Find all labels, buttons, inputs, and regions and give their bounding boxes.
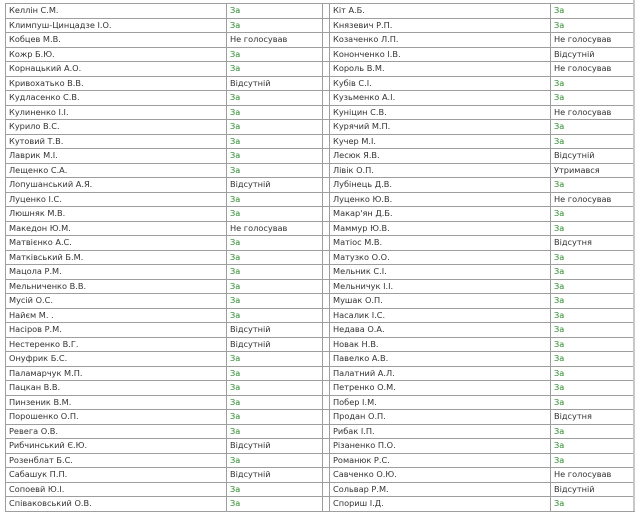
vote-result-left: Не голосував <box>227 221 323 236</box>
vote-result-right: Не голосував <box>551 192 635 207</box>
vote-result-right: За <box>551 337 635 352</box>
vote-result-left: За <box>227 308 323 323</box>
vote-result-left: Відсутній <box>227 439 323 454</box>
deputy-name-left: Матківський Б.М. <box>6 250 227 265</box>
vote-result-left: За <box>227 410 323 425</box>
deputy-name-right: Павелко А.В. <box>330 352 551 367</box>
column-gap <box>323 149 330 164</box>
vote-result-right: За <box>551 76 635 91</box>
table-row <box>6 207 635 222</box>
deputy-name-left: Луценко І.С. <box>6 192 227 207</box>
vote-result-left: За <box>227 149 323 164</box>
deputy-name-right: Рибак І.П. <box>330 424 551 439</box>
table-row <box>6 337 635 352</box>
column-gap <box>323 265 330 280</box>
table-row <box>6 482 635 497</box>
vote-result-right: Відсутній <box>551 149 635 164</box>
vote-result-left: За <box>227 62 323 77</box>
deputy-name-right: Романюк Р.С. <box>330 453 551 468</box>
vote-result-right: Не голосував <box>551 468 635 483</box>
vote-result-left: За <box>227 91 323 106</box>
vote-result-right: За <box>551 294 635 309</box>
deputy-name-left: Кожр Б.Ю. <box>6 47 227 62</box>
deputy-name-right: Курячий М.П. <box>330 120 551 135</box>
column-gap <box>323 395 330 410</box>
deputy-name-right: Палатний А.Л. <box>330 366 551 381</box>
vote-result-right: За <box>551 381 635 396</box>
vote-result-right: Не голосував <box>551 105 635 120</box>
deputy-name-right: Макар'ян Д.Б. <box>330 207 551 222</box>
table-row <box>6 497 635 512</box>
column-gap <box>323 352 330 367</box>
vote-result-left: За <box>227 381 323 396</box>
table-row <box>6 33 635 48</box>
deputy-name-left: Кутовий Т.В. <box>6 134 227 149</box>
deputy-name-right: Побер І.М. <box>330 395 551 410</box>
deputy-name-left: Курило В.С. <box>6 120 227 135</box>
vote-result-left: Відсутній <box>227 337 323 352</box>
deputy-name-left: Мацола Р.М. <box>6 265 227 280</box>
deputy-name-right: Князевич Р.П. <box>330 18 551 33</box>
deputy-name-right: Кіт А.Б. <box>330 4 551 19</box>
vote-result-left: За <box>227 207 323 222</box>
deputy-name-left: Ревега О.В. <box>6 424 227 439</box>
vote-result-right: За <box>551 178 635 193</box>
deputy-name-left: Македон Ю.М. <box>6 221 227 236</box>
column-gap <box>323 294 330 309</box>
column-gap <box>323 497 330 512</box>
deputy-name-right: Кононченко І.В. <box>330 47 551 62</box>
column-gap <box>323 120 330 135</box>
vote-result-right: Відсутня <box>551 236 635 251</box>
table-row <box>6 76 635 91</box>
column-gap <box>323 134 330 149</box>
deputy-name-left: Климпуш-Цинцадзе І.О. <box>6 18 227 33</box>
column-gap <box>323 18 330 33</box>
column-gap <box>323 323 330 338</box>
vote-result-right: За <box>551 439 635 454</box>
vote-result-right: Утримався <box>551 163 635 178</box>
deputy-name-left: Паламарчук М.П. <box>6 366 227 381</box>
deputy-name-left: Кобцев М.В. <box>6 33 227 48</box>
table-row <box>6 149 635 164</box>
deputy-name-right: Матіос М.В. <box>330 236 551 251</box>
column-gap <box>323 105 330 120</box>
deputy-name-right: Король В.М. <box>330 62 551 77</box>
table-row <box>6 47 635 62</box>
vote-result-right: За <box>551 308 635 323</box>
table-row <box>6 62 635 77</box>
deputy-name-right: Недава О.А. <box>330 323 551 338</box>
vote-result-right: Не голосував <box>551 62 635 77</box>
deputy-name-left: Лещенко С.А. <box>6 163 227 178</box>
vote-result-right: За <box>551 250 635 265</box>
deputy-name-left: Кривохатько В.В. <box>6 76 227 91</box>
deputy-name-right: Мельник С.І. <box>330 265 551 280</box>
table-row <box>6 105 635 120</box>
deputy-name-left: Мусій О.С. <box>6 294 227 309</box>
vote-result-left: За <box>227 250 323 265</box>
column-gap <box>323 410 330 425</box>
table-row <box>6 91 635 106</box>
vote-result-left: Відсутній <box>227 76 323 91</box>
deputy-name-right: Лесюк Я.В. <box>330 149 551 164</box>
vote-result-left: За <box>227 134 323 149</box>
vote-result-right: Відсутній <box>551 482 635 497</box>
table-row <box>6 395 635 410</box>
column-gap <box>323 207 330 222</box>
table-row <box>6 236 635 251</box>
deputy-name-right: Сольвар Р.М. <box>330 482 551 497</box>
vote-results-table <box>5 3 635 512</box>
deputy-name-left: Люшняк М.В. <box>6 207 227 222</box>
table-row <box>6 308 635 323</box>
vote-result-right: За <box>551 265 635 280</box>
deputy-name-left: Порошенко О.П. <box>6 410 227 425</box>
vote-results-body <box>6 4 635 512</box>
table-row <box>6 18 635 33</box>
deputy-name-left: Нестеренко В.Г. <box>6 337 227 352</box>
column-gap <box>323 482 330 497</box>
column-gap <box>323 381 330 396</box>
vote-result-left: За <box>227 366 323 381</box>
column-gap <box>323 337 330 352</box>
deputy-name-left: Кудласенко С.В. <box>6 91 227 106</box>
deputy-name-right: Луценко Ю.В. <box>330 192 551 207</box>
table-row <box>6 439 635 454</box>
table-row <box>6 163 635 178</box>
deputy-name-left: Келлін С.М. <box>6 4 227 19</box>
vote-result-left: За <box>227 236 323 251</box>
column-gap <box>323 178 330 193</box>
table-row <box>6 352 635 367</box>
column-gap <box>323 366 330 381</box>
vote-result-right: За <box>551 424 635 439</box>
deputy-name-left: Лопушанський А.Я. <box>6 178 227 193</box>
deputy-name-right: Продан О.П. <box>330 410 551 425</box>
column-gap <box>323 221 330 236</box>
deputy-name-right: Кучер М.І. <box>330 134 551 149</box>
vote-result-right: За <box>551 352 635 367</box>
vote-result-left: Не голосував <box>227 33 323 48</box>
vote-result-right: За <box>551 279 635 294</box>
deputy-name-left: Пацкан В.В. <box>6 381 227 396</box>
deputy-name-right: Спориш І.Д. <box>330 497 551 512</box>
column-gap <box>323 76 330 91</box>
column-gap <box>323 250 330 265</box>
column-gap <box>323 453 330 468</box>
vote-result-right: За <box>551 91 635 106</box>
column-gap <box>323 424 330 439</box>
vote-result-right: За <box>551 323 635 338</box>
vote-result-left: За <box>227 424 323 439</box>
table-row <box>6 4 635 19</box>
column-gap <box>323 163 330 178</box>
table-row <box>6 410 635 425</box>
vote-result-left: За <box>227 105 323 120</box>
vote-result-left: За <box>227 294 323 309</box>
vote-result-left: За <box>227 265 323 280</box>
vote-result-left: За <box>227 4 323 19</box>
vote-result-left: За <box>227 279 323 294</box>
vote-result-left: За <box>227 352 323 367</box>
deputy-name-left: Розенблат Б.С. <box>6 453 227 468</box>
deputy-name-left: Сопоевй Ю.І. <box>6 482 227 497</box>
deputy-name-left: Онуфрик Б.С. <box>6 352 227 367</box>
table-row <box>6 468 635 483</box>
vote-result-right: За <box>551 453 635 468</box>
deputy-name-right: Матузко О.О. <box>330 250 551 265</box>
vote-result-left: Відсутній <box>227 323 323 338</box>
column-gap <box>323 236 330 251</box>
deputy-name-right: Лівік О.П. <box>330 163 551 178</box>
table-row <box>6 323 635 338</box>
column-gap <box>323 192 330 207</box>
deputy-name-right: Петренко О.М. <box>330 381 551 396</box>
vote-result-left: За <box>227 120 323 135</box>
vote-result-right: За <box>551 221 635 236</box>
column-gap <box>323 308 330 323</box>
vote-result-left: За <box>227 395 323 410</box>
column-gap <box>323 47 330 62</box>
vote-result-left: Відсутній <box>227 468 323 483</box>
column-gap <box>323 4 330 19</box>
vote-result-left: За <box>227 18 323 33</box>
vote-result-right: За <box>551 134 635 149</box>
deputy-name-left: Корнацький А.О. <box>6 62 227 77</box>
vote-result-left: За <box>227 192 323 207</box>
vote-result-left: За <box>227 453 323 468</box>
deputy-name-right: Новак Н.В. <box>330 337 551 352</box>
table-row <box>6 250 635 265</box>
table-row <box>6 453 635 468</box>
deputy-name-left: Мельниченко В.В. <box>6 279 227 294</box>
column-gap <box>323 468 330 483</box>
deputy-name-right: Різаненко П.О. <box>330 439 551 454</box>
column-gap <box>323 439 330 454</box>
vote-result-right: За <box>551 366 635 381</box>
deputy-name-left: Матвієнко А.С. <box>6 236 227 251</box>
deputy-name-left: Співаковський О.В. <box>6 497 227 512</box>
vote-result-right: За <box>551 4 635 19</box>
table-row <box>6 366 635 381</box>
vote-results-panel <box>5 3 632 512</box>
vote-result-right: За <box>551 395 635 410</box>
vote-result-left: За <box>227 497 323 512</box>
deputy-name-left: Насіров Р.М. <box>6 323 227 338</box>
deputy-name-right: Куніцин С.В. <box>330 105 551 120</box>
deputy-name-right: Савченко О.Ю. <box>330 468 551 483</box>
vote-result-left: За <box>227 482 323 497</box>
vote-result-right: За <box>551 120 635 135</box>
table-row <box>6 265 635 280</box>
vote-result-right: За <box>551 18 635 33</box>
column-gap <box>323 91 330 106</box>
deputy-name-left: Найєм М. . <box>6 308 227 323</box>
vote-result-left: Відсутній <box>227 178 323 193</box>
deputy-name-left: Лаврик М.І. <box>6 149 227 164</box>
deputy-name-right: Мушак О.П. <box>330 294 551 309</box>
vote-result-right: За <box>551 207 635 222</box>
vote-result-left: За <box>227 163 323 178</box>
table-row <box>6 381 635 396</box>
table-row <box>6 279 635 294</box>
deputy-name-left: Рибчинський Є.Ю. <box>6 439 227 454</box>
deputy-name-left: Кулиненко І.І. <box>6 105 227 120</box>
deputy-name-left: Сабашук П.П. <box>6 468 227 483</box>
deputy-name-left: Пинзеник В.М. <box>6 395 227 410</box>
column-gap <box>323 279 330 294</box>
table-row <box>6 178 635 193</box>
deputy-name-right: Маммур Ю.В. <box>330 221 551 236</box>
vote-result-right: Відсутній <box>551 47 635 62</box>
table-row <box>6 192 635 207</box>
column-gap <box>323 62 330 77</box>
table-row <box>6 294 635 309</box>
vote-result-right: Відсутня <box>551 410 635 425</box>
vote-result-left: За <box>227 47 323 62</box>
deputy-name-right: Кузьменко А.І. <box>330 91 551 106</box>
column-gap <box>323 33 330 48</box>
deputy-name-right: Лубінець Д.В. <box>330 178 551 193</box>
table-row <box>6 221 635 236</box>
deputy-name-right: Насалик І.С. <box>330 308 551 323</box>
vote-result-right: Не голосував <box>551 33 635 48</box>
table-row <box>6 134 635 149</box>
table-row <box>6 120 635 135</box>
deputy-name-right: Козаченко Л.П. <box>330 33 551 48</box>
deputy-name-right: Мельничук І.І. <box>330 279 551 294</box>
table-row <box>6 424 635 439</box>
vote-result-right: За <box>551 497 635 512</box>
deputy-name-right: Кубів С.І. <box>330 76 551 91</box>
